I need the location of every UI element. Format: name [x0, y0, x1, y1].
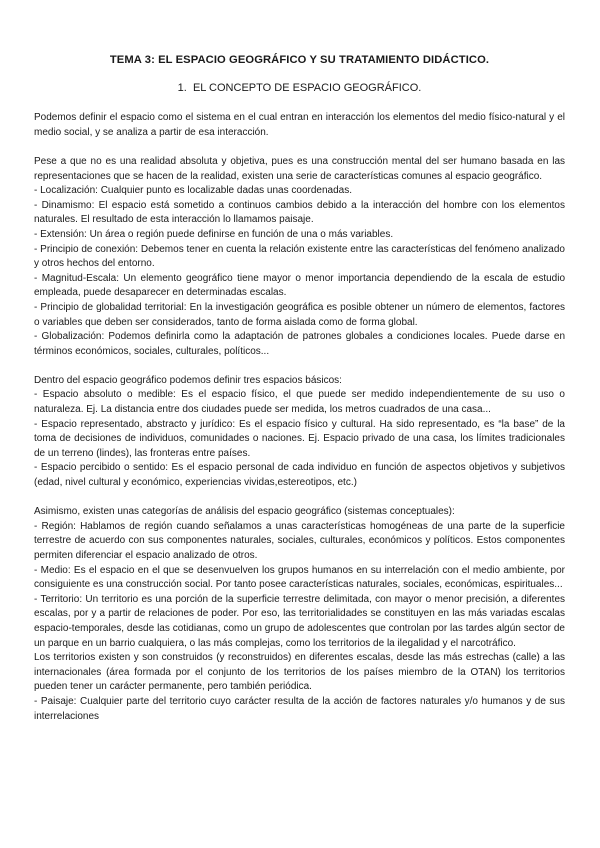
characteristic-item: - Magnitud-Escala: Un elemento geográfico tiene mayor o menor importancia dependiendo de la escala de estudio empleada, puede desaparecer en determinadas escalas. [34, 272, 565, 299]
category-item: - Región: Hablamos de región cuando señalamos a unas características homogéneas de una parte de la superficie terrestre de acuerdo con sus componentes naturales, sociales, culturales, económicos y políticos. Estos componentes permiten diferenciar el espacio analizado de otros. [34, 520, 565, 561]
characteristic-item: - Principio de conexión: Debemos tener en cuenta la relación existente entre las características del fenómeno analizado y otros hechos del entorno. [34, 243, 565, 270]
spaces-lead: Dentro del espacio geográfico podemos definir tres espacios básicos: [34, 374, 342, 386]
characteristic-item: - Extensión: Un área o región puede definirse en función de una o más variables. [34, 228, 394, 240]
category-item: Los territorios existen y son construidos (y reconstruidos) en diferentes escalas, desde las más estrechas (calle) a las internacionales (área formada por el conjunto de los territorios de los países miembro de la OTAN) los territorios pueden tener un carácter permanente, pero también periódica. [34, 652, 565, 693]
space-item: - Espacio percibido o sentido: Es el espacio personal de cada individuo en función de aspectos objetivos y subjetivos (edad, nivel cultural y económico, experiencias vividas,estereotipos, etc.) [34, 462, 565, 489]
page-title: TEMA 3: EL ESPACIO GEOGRÁFICO Y SU TRATAMIENTO DIDÁCTICO. [109, 54, 490, 66]
categories-block [34, 505, 565, 724]
intro-paragraph: Podemos definir el espacio como el sistema en el cual entran en interacción los elementos del medio físico-natural y el medio social, y se analiza a partir de esa interacción. [34, 112, 565, 138]
characteristics-lead: Pese a que no es una realidad absoluta y objetiva, pues es una construcción mental del ser humano basada en las representaciones que se hacen de la realidad, existen una serie de características comunes al espacio geográfico. [34, 155, 565, 182]
characteristic-item: - Principio de globalidad territorial: En la investigación geográfica es posible obtener un número de elementos, factores o variables que deben ser considerados, tanto de forma aislada como de forma global. [34, 301, 565, 328]
section-title: EL CONCEPTO DE ESPACIO GEOGRÁFICO. [192, 81, 422, 94]
characteristic-item: - Globalización: Podemos definirla como la adaptación de patrones globales a condiciones locales. Puede darse en términos económicos, sociales, culturales, políticos... [34, 331, 565, 357]
intro-paragraph-block [34, 111, 565, 140]
category-item: - Territorio: Un territorio es una porción de la superficie terrestre delimitada, con mayor o menor precisión, a diferentes escalas, por y a partir de relaciones de poder. Por eso, las territorialidades se constituyen en las más variadas escalas espacio-temporales, desde las cotidianas, como un grupo de adolescentes que controlan por las tardes algún sector de un parque en un barrio cualquiera, o las más complejas, como los territorios de la ilegalidad y el narcotráfico. [34, 593, 565, 649]
section-number: 1. [177, 81, 187, 94]
category-item: - Paisaje: Cualquier parte del territorio cuyo carácter resulta de la acción de factores naturales y/o humanos y de sus interrelaciones [34, 695, 565, 722]
characteristic-item: - Localización: Cualquier punto es localizable dadas unas coordenadas. [34, 185, 352, 197]
categories-lead: Asimismo, existen unas categorías de análisis del espacio geográfico (sistemas conceptuales): [34, 506, 455, 518]
spaces-block [34, 374, 565, 491]
characteristic-item: - Dinamismo: El espacio está sometido a continuos cambios debido a la interacción del hombre con los elementos naturales. El resultado de esta interacción lo llamamos paisaje. [34, 199, 565, 226]
space-item: - Espacio absoluto o medible: Es el espacio físico, el que puede ser medido independientemente de su uso o naturaleza. Ej. La distancia entre dos ciudades puede ser medida, los metros cuadrados de una casa... [34, 389, 565, 416]
space-item: - Espacio representado, abstracto y jurídico: Es el espacio físico y cultural. Ha sido representado, es “la base” de la toma de decisiones de individuos, comunidades o naciones. Ej. Espacio privado de una casa, los límites tradicionales de un terreno (lindes), las fronteras entre países. [34, 418, 565, 459]
characteristics-block [34, 155, 565, 359]
section-heading [34, 81, 565, 96]
category-item: - Medio: Es el espacio en el que se desenvuelven los grupos humanos en su interrelación con el medio ambiente, por consiguiente es una construcción social. Por tanto posee características naturales, sociales, económicas, espirituales... [34, 564, 565, 591]
